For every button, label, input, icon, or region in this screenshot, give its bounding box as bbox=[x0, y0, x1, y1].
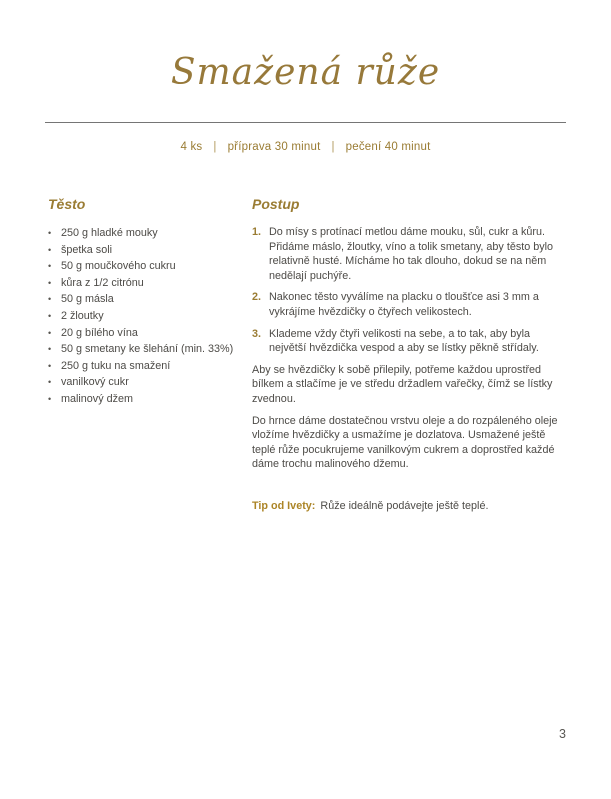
ingredient-text: 50 g másla bbox=[61, 293, 114, 306]
ingredient-text: špetka soli bbox=[61, 243, 113, 256]
ingredient-item bbox=[48, 341, 238, 358]
page-title: Smažená růže bbox=[170, 52, 441, 93]
bullet-icon: • bbox=[48, 277, 52, 288]
ingredient-item bbox=[48, 242, 238, 259]
tip-text: Růže ideálně podávejte ještě teplé. bbox=[320, 499, 489, 512]
ingredient-text: kůra z 1/2 citrónu bbox=[61, 276, 144, 289]
ingredient-text: vanilkový cukr bbox=[61, 376, 129, 389]
ingredient-item bbox=[48, 225, 238, 242]
bullet-icon: • bbox=[48, 377, 52, 388]
ingredient-text: 2 žloutky bbox=[61, 309, 104, 322]
bullet-icon: • bbox=[48, 261, 52, 272]
ingredient-item bbox=[48, 358, 238, 375]
step-item bbox=[252, 290, 566, 319]
ingredient-text: 50 g moučkového cukru bbox=[61, 260, 176, 273]
steps-section bbox=[252, 196, 566, 514]
notes-block bbox=[252, 363, 566, 472]
step-number: 3. bbox=[252, 327, 262, 340]
ingredient-text: 50 g smetany ke šlehání (min. 33%) bbox=[61, 343, 234, 356]
prep-time-label: příprava 30 minut bbox=[227, 141, 321, 153]
ingredient-item bbox=[48, 391, 238, 408]
tip-line bbox=[252, 499, 566, 514]
step-text: Klademe vždy čtyři velikosti na sebe, a to tak, aby byla největší hvězdička vespod a aby se lístky pěkně střídaly. bbox=[269, 327, 539, 355]
bullet-icon: • bbox=[48, 310, 52, 321]
ingredient-item bbox=[48, 374, 238, 391]
step-text: Do mísy s protínací metlou dáme mouku, sůl, cukr a kůru. Přidáme máslo, žloutky, víno a tolik smetany, aby těsto bylo relativně husté. Mícháme ho tak dlouho, dokud se na něm nedělají puchýře. bbox=[269, 226, 554, 282]
step-number: 2. bbox=[252, 291, 262, 304]
meta-separator: | bbox=[213, 141, 217, 153]
ingredient-text: 250 g tuku na smažení bbox=[61, 359, 171, 372]
ingredient-item bbox=[48, 258, 238, 275]
steps-list bbox=[252, 225, 566, 356]
meta-separator: | bbox=[331, 141, 335, 153]
ingredient-item bbox=[48, 275, 238, 292]
bullet-icon: • bbox=[48, 294, 52, 305]
header-divider bbox=[45, 122, 566, 123]
step-text: Nakonec těsto vyválíme na placku o tloušťce asi 3 mm a vykrájíme hvězdičky o čtyřech velikostech. bbox=[269, 291, 539, 318]
content-columns bbox=[48, 196, 566, 514]
bake-time-label: pečení 40 minut bbox=[345, 141, 431, 153]
ingredient-item bbox=[48, 325, 238, 342]
servings-label: 4 ks bbox=[180, 141, 203, 153]
bullet-icon: • bbox=[48, 244, 52, 255]
note-paragraph: Aby se hvězdičky k sobě přilepily, potřeme každou uprostřed bílkem a stlačíme je ve středu držadlem vařečky, čímž se lístky zvednou. bbox=[252, 363, 553, 405]
step-number: 1. bbox=[252, 226, 262, 238]
recipe-meta bbox=[0, 141, 611, 153]
steps-heading: Postup bbox=[252, 196, 300, 212]
ingredients-list bbox=[48, 225, 238, 408]
ingredients-section bbox=[48, 196, 238, 514]
step-item bbox=[252, 225, 566, 283]
ingredient-text: malinový džem bbox=[61, 392, 134, 405]
bullet-icon: • bbox=[48, 327, 52, 338]
ingredient-text: 250 g hladké mouky bbox=[61, 227, 158, 239]
bullet-icon: • bbox=[48, 228, 52, 238]
tip-label: Tip od Ivety: bbox=[252, 499, 316, 512]
ingredient-text: 20 g bílého vína bbox=[61, 326, 138, 339]
note-paragraph: Do hrnce dáme dostatečnou vrstvu oleje a do rozpáleného oleje vložíme hvězdičky a usmažíme je dozlatova. Usmažené ještě teplé růže pocukrujeme vanilkovým cukrem a doprostřed každé dáme trochu malinového džemu. bbox=[252, 414, 558, 471]
bullet-icon: • bbox=[48, 393, 52, 404]
ingredient-item bbox=[48, 291, 238, 308]
page-number: 3 bbox=[559, 727, 566, 741]
step-item bbox=[252, 327, 566, 356]
ingredient-item bbox=[48, 308, 238, 325]
ingredients-heading: Těsto bbox=[48, 196, 86, 212]
bullet-icon: • bbox=[48, 360, 52, 371]
bullet-icon: • bbox=[48, 344, 52, 355]
